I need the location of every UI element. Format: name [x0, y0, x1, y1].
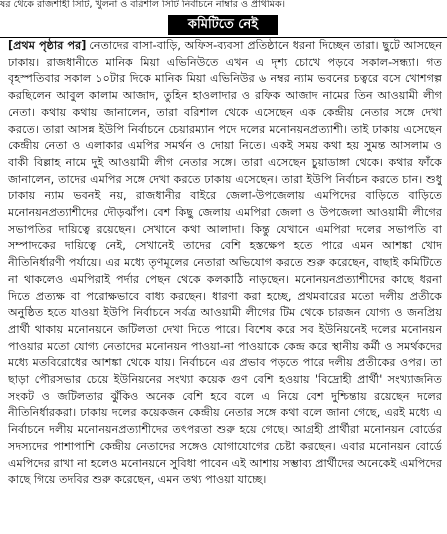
previous-article-strip: ষর থেকে রাজশাহী সিটি, খুলনা ও বরিশাল সিটি নির্বাচনে নাম্বার ও প্রাথমিক। — [0, 0, 286, 10]
headline-bar — [0, 14, 447, 36]
article-body — [8, 38, 442, 532]
article-paragraph — [8, 38, 442, 489]
continued-from-label: [প্রথম পৃষ্ঠার পর] — [8, 39, 87, 52]
headline: কমিটিতে নেই — [168, 15, 278, 35]
article-text: নেতাদের বাসা-বাড়ি, অফিস-ব্যবসা প্রতিষ্ঠানে ধরনা দিচ্ছেন তারা। ছুটে আসছেন ঢাকায়। রাজধানীতে মানিক মিয়া এভিনিউতে এখন এ দৃশ্য চোখে পড়বে সকাল-সন্ধ্যা। গত বৃহস্পতিবার সকাল ১০টার দিকে মানিক মিয়া এভিনিউর ৬ নম্বর ন্যাম ভবনের চত্বরে বসে খোশগল্প করছিলেন আবুল কালাম আজাদ, তুহিন হাওলাদার ও রফিক আজাদ নামের তিন আওয়ামী লীগ নেতা। কথায় কথায় জানালেন, তারা বরিশাল থেকে এসেছেন এক কেন্দ্রীয় নেতার সঙ্গে দেখা করতে। তারা আসন্ন ইউপি নির্বাচনে চেয়ারম্যান পদে দলের মনোনয়নপ্রত্যাশী। তাই ঢাকায় এসেছেন কেন্দ্রীয় নেতা ও এলাকার এমপির সমর্থন ও দোয়া নিতে। একই সময় কথা হয় সুমন্ত আসলাম ও বাকী বিল্লাহ নামে দুই আওয়ামী লীগ নেতার সঙ্গে। তারা এসেছেন চুয়াডাঙ্গা থেকে। কথার ফাঁকে জানালেন, তাদের এমপির সঙ্গে দেখা করতে ঢাকায় এসেছেন। তারা ইউপি নির্বাচন করতে চান। শুধু ঢাকায় ন্যাম ভবনই নয়, রাজধানীর বাইরে জেলা-উপজেলায় এমপিদের বাড়িতে বাড়িতে মনোনয়নপ্রত্যাশীদের দৌড়ঝাঁপ। বেশ কিছু জেলায় এমপিরা জেলা ও উপজেলা আওয়ামী লীগের সভাপতির দায়িত্বে রয়েছেন। সেখানে কথা আলাদা। কিন্তু যেখানে এমপিরা দলের সভাপতি বা সম্পাদকের দায়িত্বে নেই, সেখানেই তাদের বেশি হস্তক্ষেপ হতে পারে এমন আশঙ্কা খোদ নীতিনির্ধারণী পর্যায়ে। এর মধ্যে তৃণমূলের নেতারা অভিযোগ করতে শুরু করেছেন, বাছাই কমিটিতে না থাকলেও এমপিরাই পর্দার পেছন থেকে কলকাঠি নাড়ছেন। মনোনয়নপ্রত্যাশীদের কাছে ধরনা দিতে প্রত্যক্ষ বা পরোক্ষভাবে বাধ্য করছেন। ধারণা করা হচ্ছে, প্রথমবারের মতো দলীয় প্রতীকে অনুষ্ঠিত হতে যাওয়া ইউপি নির্বাচনে সর্বত্র আওয়ামী লীগের টিম থেকে চারজন যোগ্য ও জনপ্রিয় প্রার্থী থাকায় মনোনয়নে জটিলতা দেখা দিতে পারে। বিশেষ করে সব ইউনিয়নেই দলের মনোনয়ন পাওয়ার মতো যোগ্য নেতাদের মনোনয়ন পাওয়া-না পাওয়াকে কেন্দ্র করে স্থানীয় কর্মী ও সমর্থকদের মধ্যে মতবিরোধের আশঙ্কা থেকে যায়। নির্বাচনে এর প্রভাব পড়তে পারে দলীয় প্রতীকের ওপর। তা ছাড়া পৌরসভার চেয়ে ইউনিয়নের সংখ্যা কয়েক গুণ বেশি হওয়ায় 'বিদ্রোহী প্রার্থী' সংখ্যাজনিত সংকট ও জটিলতার ঝুঁকিও অনেক বেশি হবে বলে এ নিয়ে বেশ দুশ্চিন্তায় রয়েছেন দলের নীতিনির্ধারকরা। ঢাকায় দলের কয়েকজন কেন্দ্রীয় নেতার সঙ্গে কথা বলে জানা গেছে, এরই মধ্যে এ নির্বাচনে দলীয় মনোনয়নপ্রত্যাশীদের তৎপরতা শুরু হয়ে গেছে। আগ্রহী প্রার্থীরা মনোনয়ন বোর্ডের সদস্যদের পাশাপাশি কেন্দ্রীয় নেতাদের সঙ্গেও যোগাযোগের চেষ্টা করছেন। এবার মনোনয়ন বোর্ডে এমপিদের রাখা না হলেও মনোনয়নে সুবিধা পাবেন এই আশায় সম্ভাব্য প্রার্থীদের অনেকেই এমপিদের কাছে গিয়ে তদবির শুরু করেছেন, এমন তথ্য পাওয়া যাচ্ছে। — [8, 39, 442, 487]
